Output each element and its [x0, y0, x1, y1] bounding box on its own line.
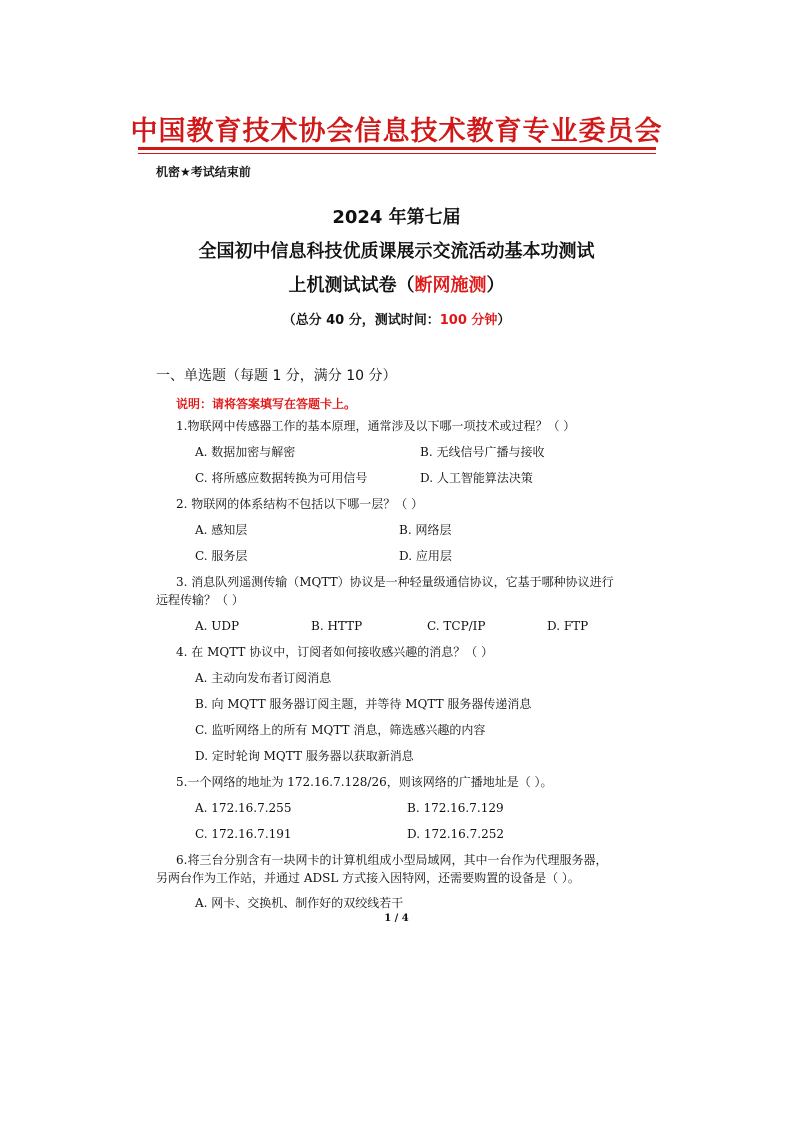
exam-mode-highlight: 断网施测	[414, 275, 487, 296]
question-2-option-a: A. 感知层	[195, 523, 248, 537]
exam-title-line3-suffix: ）	[486, 275, 505, 296]
exam-title-line2: 全国初中信息科技优质课展示交流活动基本功测试	[198, 241, 595, 262]
question-3-text-line2: 远程传输？（ ）	[156, 593, 244, 607]
question-3-option-a: A. UDP	[195, 619, 240, 633]
question-4-option-d: D. 定时轮询 MQTT 服务器以获取新消息	[195, 749, 414, 763]
question-2-option-c: C. 服务层	[195, 549, 248, 563]
question-2-option-d: D. 应用层	[399, 549, 452, 563]
page-number: 1 / 4	[384, 913, 409, 924]
header-rule-thin	[138, 153, 656, 154]
exam-title-line3-prefix: 上机测试试卷（	[288, 275, 415, 296]
question-3-option-d: D. FTP	[547, 619, 589, 633]
question-5-text: 5.一个网络的地址为 172.16.7.128/26，则该网络的广播地址是（ ）。	[176, 775, 553, 789]
subtitle-suffix: ）	[497, 313, 511, 328]
question-1-option-c: C. 将所感应数据转换为可用信号	[195, 471, 368, 485]
question-4-option-b: B. 向 MQTT 服务器订阅主题，并等待 MQTT 服务器传递消息	[195, 697, 532, 711]
org-title: 中国教育技术协会信息技术教育专业委员会	[130, 116, 663, 147]
question-5-option-c: C. 172.16.7.191	[195, 827, 292, 841]
question-6-option-a: A. 网卡、交换机、制作好的双绞线若干	[195, 896, 404, 910]
exam-title-line3	[0, 271, 793, 297]
question-4-option-a: A. 主动向发布者订阅消息	[195, 671, 332, 685]
section-heading: 一、单选题（每题 1 分，满分 10 分）	[156, 368, 397, 384]
duration-highlight: 100 分钟	[439, 313, 498, 328]
secret-label: 机密★考试结束前	[156, 165, 251, 179]
question-6-text-line2: 另两台作为工作站，并通过 ADSL 方式接入因特网，还需要购置的设备是（ ）。	[156, 871, 580, 885]
question-3-option-c: C. TCP/IP	[427, 619, 486, 633]
question-3-option-b: B. HTTP	[311, 619, 363, 633]
question-5-option-d: D. 172.16.7.252	[407, 827, 504, 841]
question-5-option-a: A. 172.16.7.255	[195, 801, 292, 815]
header-rule-thick	[138, 147, 656, 150]
question-5-option-b: B. 172.16.7.129	[407, 801, 504, 815]
question-1-option-b: B. 无线信号广播与接收	[420, 445, 545, 459]
exam-title-line1: 2024 年第七届	[332, 207, 461, 228]
question-2-text: 2. 物联网的体系结构不包括以下哪一层？（ ）	[176, 497, 424, 511]
question-1-option-d: D. 人工智能算法决策	[420, 471, 533, 485]
question-1-option-a: A. 数据加密与解密	[195, 445, 296, 459]
question-3-text-line1: 3. 消息队列遥测传输（MQTT）协议是一种轻量级通信协议，它基于哪种协议进行	[176, 575, 614, 589]
question-2-option-b: B. 网络层	[399, 523, 452, 537]
question-1-text: 1.物联网中传感器工作的基本原理，通常涉及以下哪一项技术或过程？（ ）	[176, 419, 576, 433]
question-4-option-c: C. 监听网络上的所有 MQTT 消息，筛选感兴趣的内容	[195, 723, 486, 737]
section-note: 说明：请将答案填写在答题卡上。	[176, 397, 357, 411]
subtitle-prefix: （总分 40 分，测试时间：	[282, 313, 440, 328]
question-6-text-line1: 6.将三台分别含有一块网卡的计算机组成小型局域网，其中一台作为代理服务器，	[176, 853, 608, 867]
exam-subtitle	[0, 309, 793, 328]
question-4-text: 4. 在 MQTT 协议中，订阅者如何接收感兴趣的消息？（ ）	[176, 645, 494, 659]
